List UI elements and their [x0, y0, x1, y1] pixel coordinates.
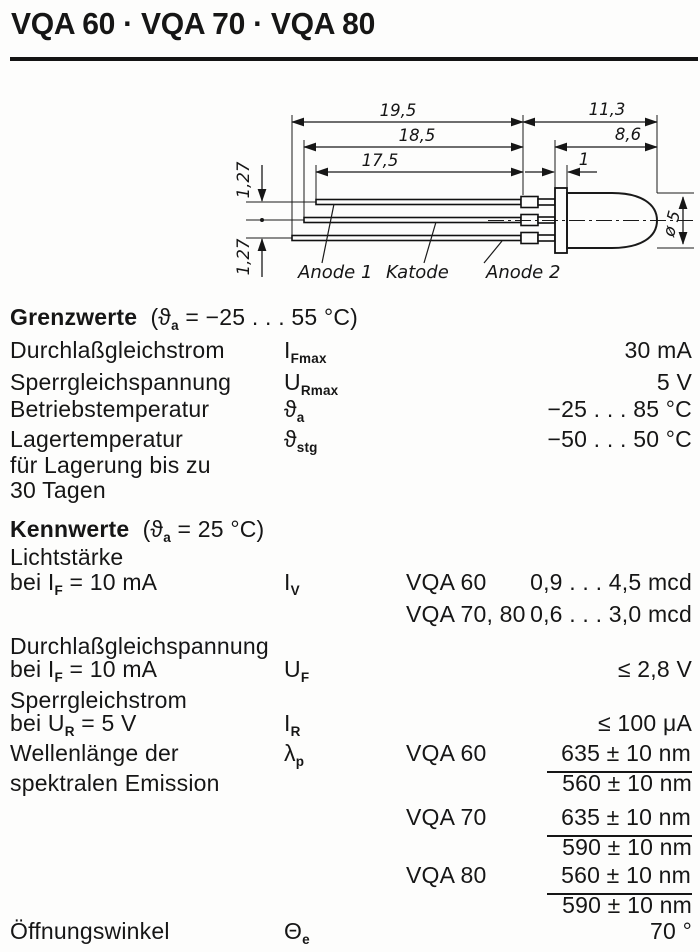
luminous-intensity-label: Lichtstärke	[10, 544, 124, 570]
wavelength-model-vqa60: VQA 60	[406, 740, 487, 766]
characteristics-heading-row	[10, 516, 692, 546]
characteristics-heading: Kennwerte ($ϑ_a = 25$ °C)	[10, 516, 265, 545]
reverse-current-symbol: $I_R$	[284, 710, 301, 739]
wavelength-value-vqa70-bottom: 590 ± 10 nm	[562, 834, 692, 860]
forward-voltage-symbol: $U_F$	[284, 656, 310, 685]
katode-label: Katode	[386, 262, 449, 283]
wavelength-label-line2: spektralen Emission	[10, 770, 220, 796]
wavelength-value-vqa70-top: 635 ± 10 nm	[547, 804, 692, 837]
luminous-intensity-row-2	[10, 601, 692, 631]
operating-temp-label: Betriebstemperatur	[10, 396, 210, 422]
title-rule	[10, 57, 698, 61]
reverse-current-condition: bei $U_R = 5$ V	[10, 710, 137, 739]
storage-temp-label-line2: für Lagerung bis zu	[10, 452, 211, 478]
wavelength-value-vqa80-top: 560 ± 10 nm	[547, 862, 692, 895]
luminous-intensity-value-1: 0,9 . . . 4,5 mcd	[530, 569, 692, 595]
dim-label-18-5: 18,5	[398, 126, 436, 145]
dim-label-19-5: 19,5	[379, 101, 417, 120]
reverse-voltage-value: 5 V	[656, 369, 692, 395]
dim-label-1: 1	[578, 150, 590, 169]
dim-label-8-6: 8,6	[614, 125, 642, 144]
wavelength-row-vqa60-bottom	[10, 770, 692, 800]
reverse-voltage-row	[10, 369, 692, 399]
wavelength-row-vqa70-bottom	[10, 834, 692, 864]
wavelength-row-vqa80-top	[10, 862, 692, 892]
wavelength-row-vqa60-top	[10, 740, 692, 770]
dim-label-diameter: ø 5	[659, 208, 685, 239]
luminous-intensity-value-2: 0,6 . . . 3,0 mcd	[530, 601, 692, 627]
operating-temp-row	[10, 396, 692, 426]
reverse-current-row	[10, 710, 692, 740]
limits-heading: Grenzwerte ($ϑ_a = -25$ . . . 55 °C)	[10, 304, 359, 333]
viewing-angle-symbol: $\Theta_e$	[284, 918, 310, 947]
viewing-angle-row	[10, 918, 692, 948]
wavelength-value-vqa60-top: 635 ± 10 nm	[547, 740, 692, 773]
wavelength-row-vqa70-top	[10, 804, 692, 834]
storage-temp-label-line3: 30 Tagen	[10, 477, 106, 503]
reverse-voltage-symbol: $U_{Rmax}$	[284, 369, 339, 398]
wavelength-value-vqa80-bottom: 590 ± 10 nm	[562, 892, 692, 918]
forward-current-value: 30 mA	[624, 337, 692, 363]
led-package-drawing	[0, 85, 700, 300]
forward-voltage-condition: bei $I_F = 10$ mA	[10, 656, 158, 685]
forward-voltage-row	[10, 656, 692, 686]
anode1-label: Anode 1	[298, 262, 373, 283]
dim-label-1-27-top: 1,27	[234, 161, 253, 199]
wavelength-label-line1: Wellenlänge der	[10, 740, 179, 766]
storage-temp-label-line3-row	[10, 477, 692, 507]
reverse-voltage-label: Sperrgleichspannung	[10, 369, 232, 395]
page-title: VQA 60 · VQA 70 · VQA 80	[11, 6, 376, 41]
forward-voltage-label: Durchlaßgleichspannung	[10, 633, 269, 659]
leader-lines	[322, 204, 502, 263]
viewing-angle-label: Öffnungswinkel	[10, 918, 170, 944]
dim-label-1-27-bottom: 1,27	[234, 238, 253, 276]
forward-voltage-value: ≤ 2,8 V	[617, 656, 692, 682]
wavelength-value-vqa60-bottom: 560 ± 10 nm	[562, 770, 692, 796]
operating-temp-symbol: $ϑ_a$	[284, 396, 305, 425]
reverse-current-label: Sperrgleichstrom	[10, 687, 188, 713]
dim-label-17-5: 17,5	[361, 151, 399, 170]
operating-temp-value: −25 . . . 85 °C	[547, 396, 692, 422]
luminous-intensity-condition: bei $I_F = 10$ mA	[10, 569, 158, 598]
luminous-intensity-model-1: VQA 60	[406, 569, 487, 595]
luminous-intensity-symbol: $I_V$	[284, 569, 300, 598]
luminous-intensity-row-1	[10, 569, 692, 599]
luminous-intensity-model-2: VQA 70, 80	[406, 601, 526, 627]
storage-temp-value: −50 . . . 50 °C	[547, 426, 692, 452]
anode2-label: Anode 2	[486, 262, 561, 283]
viewing-angle-value: 70 °	[650, 918, 692, 944]
wavelength-model-vqa80: VQA 80	[406, 862, 487, 888]
forward-current-symbol: $I_{Fmax}$	[284, 337, 327, 366]
forward-current-label: Durchlaßgleichstrom	[10, 337, 225, 363]
dim-label-11-3: 11,3	[588, 100, 626, 119]
storage-temp-label: Lagertemperatur	[10, 426, 184, 452]
wavelength-symbol: $\lambda_p$	[284, 740, 305, 769]
reverse-current-value: ≤ 100 μA	[598, 710, 692, 736]
limits-heading-row	[10, 304, 692, 334]
storage-temp-symbol: $ϑ_{stg}$	[284, 426, 318, 455]
wavelength-model-vqa70: VQA 70	[406, 804, 487, 830]
forward-current-row	[10, 337, 692, 367]
